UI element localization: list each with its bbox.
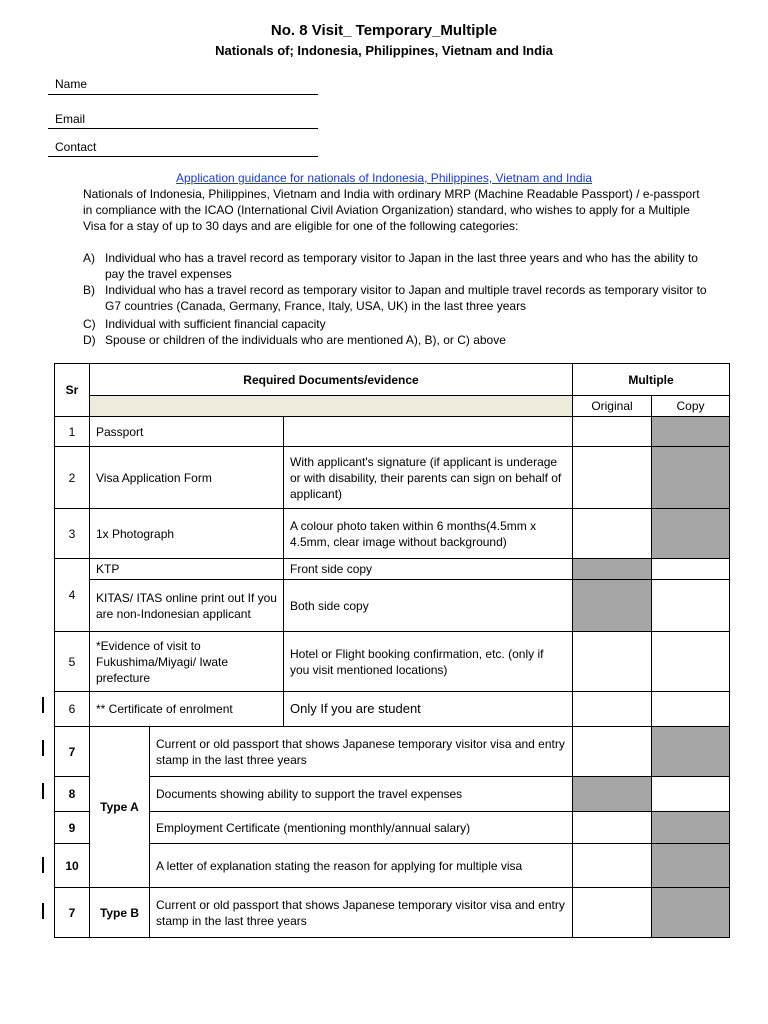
required-documents-table [54, 363, 730, 938]
original-cell[interactable] [573, 632, 652, 692]
category-text: Individual who has a travel record as temporary visitor to Japan and multiple travel records as temporary visitor to G7 countries (Canada, Germany, France, Italy, USA, UK) in the last three years [105, 283, 707, 313]
category-letter: C) [83, 317, 96, 331]
original-cell[interactable] [573, 417, 652, 447]
row-sr: 1 [55, 417, 90, 447]
contact-label: Contact [55, 140, 97, 154]
original-cell[interactable] [573, 812, 652, 844]
header-spacer [90, 396, 573, 417]
table-row [55, 447, 730, 509]
row-note: With applicant's signature (if applicant is underage or with disability, their parents can sign on behalf of applicant) [284, 447, 573, 509]
margin-mark [42, 740, 44, 756]
row-sr: 4 [55, 559, 90, 632]
copy-cell-na [652, 812, 730, 844]
intro-paragraph: Nationals of Indonesia, Philippines, Vietnam and India with ordinary MRP (Machine Readable Passport) / e-passport in compliance with the ICAO (International Civil Aviation Organization) standard, who wishes to apply for a Multiple Visa for a stay of up to 30 days and are eligible for one of the following categories: [83, 187, 700, 233]
table-row [55, 509, 730, 559]
category-letter: A) [83, 251, 95, 265]
table-row [55, 632, 730, 692]
copy-cell[interactable] [652, 632, 730, 692]
table-row [55, 417, 730, 447]
row-sr: 2 [55, 447, 90, 509]
copy-cell-na [652, 844, 730, 888]
type-b-label: Type B [90, 888, 150, 938]
original-cell-na [573, 559, 652, 580]
row-document: KTP [90, 559, 284, 580]
original-cell-na [573, 777, 652, 812]
table-row [55, 580, 730, 632]
table-row [55, 777, 730, 812]
category-letter: B) [83, 283, 95, 297]
row-document: KITAS/ ITAS online print out If you are non-Indonesian applicant [90, 580, 284, 632]
copy-cell[interactable] [652, 559, 730, 580]
row-document: 1x Photograph [90, 509, 284, 559]
margin-mark [42, 857, 44, 873]
row-document: Current or old passport that shows Japanese temporary visitor visa and entry stamp in the last three years [150, 888, 573, 938]
row-note: Front side copy [284, 559, 573, 580]
row-sr: 7 [55, 727, 90, 777]
margin-mark [42, 697, 44, 713]
original-cell[interactable] [573, 447, 652, 509]
row-sr: 9 [55, 812, 90, 844]
original-cell[interactable] [573, 727, 652, 777]
row-document: Visa Application Form [90, 447, 284, 509]
col-required-header: Required Documents/evidence [90, 364, 573, 396]
category-item [83, 332, 708, 348]
email-field[interactable] [48, 128, 318, 129]
copy-cell-na [652, 447, 730, 509]
col-original-header: Original [573, 396, 652, 417]
row-document: ** Certificate of enrolment [90, 692, 284, 727]
row-sr: 7 [55, 888, 90, 938]
table-row [55, 559, 730, 580]
margin-mark [42, 783, 44, 799]
email-label: Email [55, 112, 86, 126]
copy-cell-na [652, 888, 730, 938]
original-cell[interactable] [573, 844, 652, 888]
copy-cell-na [652, 417, 730, 447]
row-note [284, 417, 573, 447]
page-title: No. 8 Visit_ Temporary_Multiple [270, 22, 498, 39]
row-document: *Evidence of visit to Fukushima/Miyagi/ Iwate prefecture [90, 632, 284, 692]
category-letter: D) [83, 333, 96, 347]
copy-cell[interactable] [652, 777, 730, 812]
row-document: Current or old passport that shows Japanese temporary visitor visa and entry stamp in the last three years [150, 727, 573, 777]
copy-cell[interactable] [652, 580, 730, 632]
row-note: Hotel or Flight booking confirmation, etc. (only if you visit mentioned locations) [284, 632, 573, 692]
row-document: Employment Certificate (mentioning monthly/annual salary) [150, 812, 573, 844]
category-item [83, 282, 708, 314]
margin-mark [42, 903, 44, 919]
col-multiple-header: Multiple [573, 364, 730, 396]
row-sr: 8 [55, 777, 90, 812]
row-note: A colour photo taken within 6 months(4.5mm x 4.5mm, clear image without background) [284, 509, 573, 559]
copy-cell-na [652, 727, 730, 777]
guidance-link[interactable]: Application guidance for nationals of Indonesia, Philippines, Vietnam and India [175, 171, 593, 185]
name-field[interactable] [48, 94, 318, 95]
original-cell[interactable] [573, 509, 652, 559]
table-row [55, 844, 730, 888]
type-a-label: Type A [90, 727, 150, 888]
table-row [55, 888, 730, 938]
row-sr: 5 [55, 632, 90, 692]
table-subheader-row [55, 396, 730, 417]
copy-cell[interactable] [652, 692, 730, 727]
original-cell[interactable] [573, 692, 652, 727]
row-note: Both side copy [284, 580, 573, 632]
row-sr: 6 [55, 692, 90, 727]
category-text: Spouse or children of the individuals who are mentioned A), B), or C) above [105, 333, 506, 347]
table-row [55, 812, 730, 844]
table-header-row [55, 364, 730, 396]
page-subtitle: Nationals of; Indonesia, Philippines, Vietnam and India [215, 43, 553, 58]
category-item [83, 250, 708, 282]
original-cell[interactable] [573, 888, 652, 938]
table-row [55, 692, 730, 727]
contact-field[interactable] [48, 156, 318, 157]
row-document: Documents showing ability to support the travel expenses [150, 777, 573, 812]
copy-cell-na [652, 509, 730, 559]
original-cell-na [573, 580, 652, 632]
row-note: Only If you are student [284, 692, 573, 727]
category-text: Individual who has a travel record as temporary visitor to Japan in the last three years and who has the ability to pay the travel expenses [105, 251, 698, 281]
col-sr-header: Sr [55, 364, 90, 417]
name-label: Name [55, 77, 88, 91]
row-sr: 3 [55, 509, 90, 559]
row-sr: 10 [55, 844, 90, 888]
table-row [55, 727, 730, 777]
row-document: A letter of explanation stating the reason for applying for multiple visa [150, 844, 573, 888]
col-copy-header: Copy [652, 396, 730, 417]
row-document: Passport [90, 417, 284, 447]
category-item [83, 316, 708, 332]
category-text: Individual with sufficient financial capacity [105, 317, 326, 331]
